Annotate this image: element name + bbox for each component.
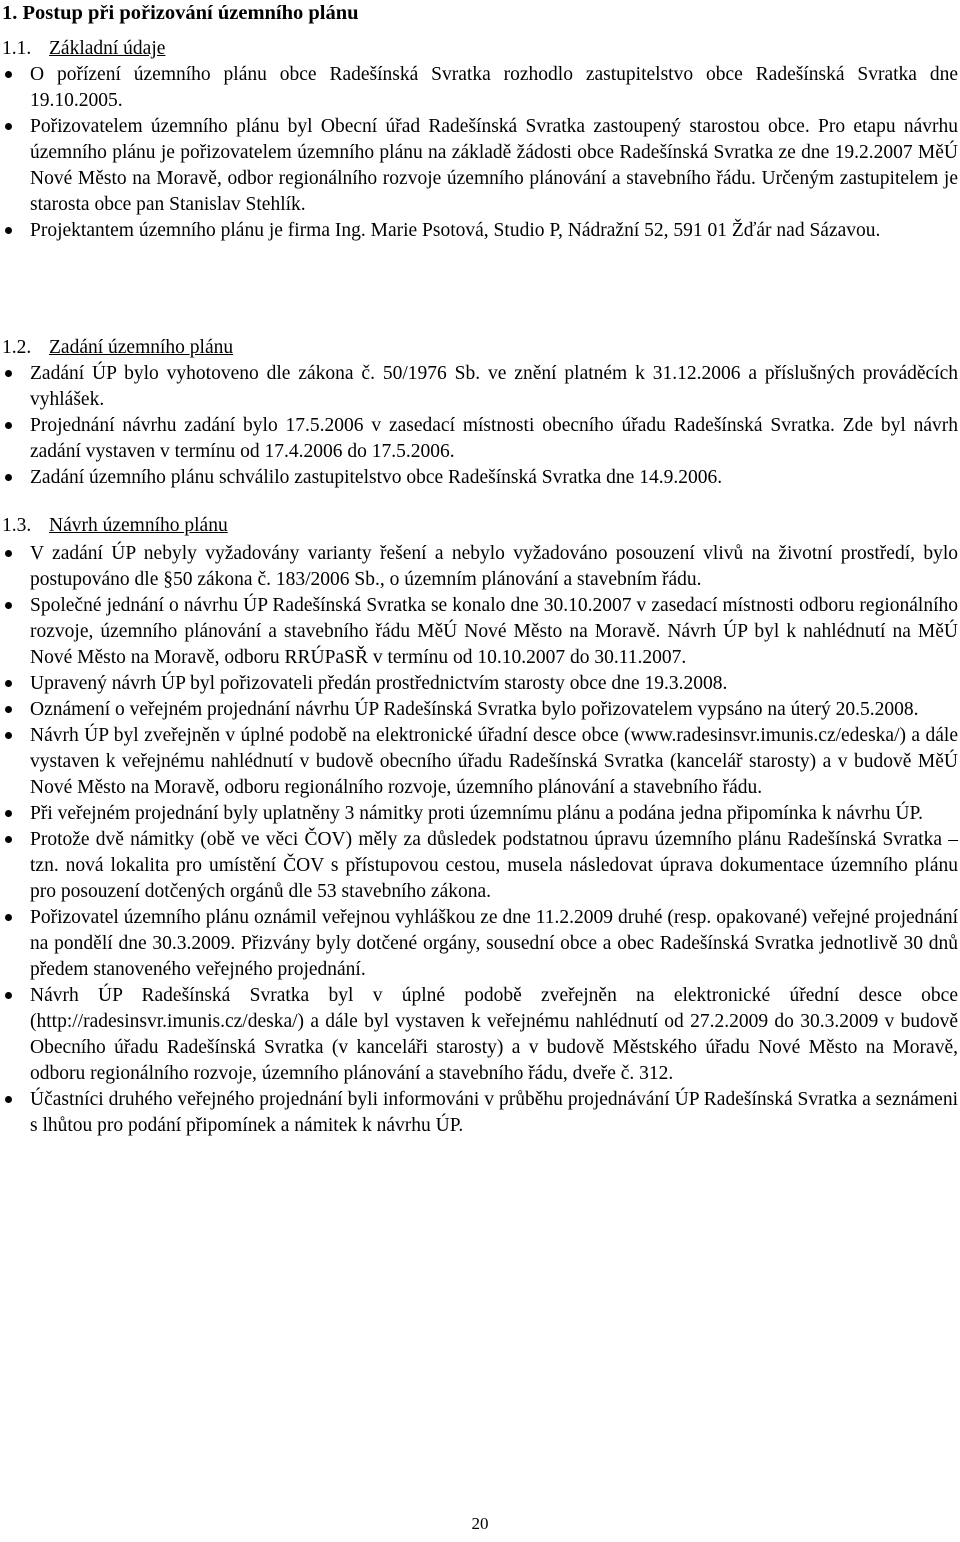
list-item-text: Při veřejném projednání byly uplatněny 3 námitky proti územnímu plánu a podána jedna připomínka k návrhu ÚP.: [30, 803, 924, 824]
bullet-icon: [5, 680, 12, 687]
list-item: [0, 827, 958, 905]
bullet-icon: [5, 370, 12, 377]
page-number: 20: [471, 1514, 489, 1533]
chapter-heading: 1. Postup při pořizování územního plánu: [2, 2, 359, 24]
section-title: Základní údaje: [49, 38, 166, 59]
list-item-text: Zadání ÚP bylo vyhotoveno dle zákona č. 50/1976 Sb. ve znění platném k 31.12.2006 a příslušných prováděcích vyhlášek.: [30, 363, 958, 410]
list-item-text: Projednání návrhu zadání bylo 17.5.2006 v zasedací místnosti obecního úřadu Radešínská Svratka. Zde byl návrh zadání vystaven v termínu od 17.4.2006 do 17.5.2006.: [30, 415, 958, 462]
bullet-icon: [5, 602, 12, 609]
section-number: 1.2.: [2, 337, 32, 358]
bullet-icon: [5, 227, 12, 234]
list-item: [0, 905, 958, 983]
list-item: [0, 465, 958, 491]
bullet-icon: [5, 422, 12, 429]
list-item: [0, 413, 958, 465]
section-number: 1.3.: [2, 515, 32, 536]
section-1-1-heading: [2, 36, 165, 62]
section-1-3-heading: [2, 513, 228, 539]
bullet-icon: [5, 71, 12, 78]
section-1-3-list: [0, 541, 958, 1139]
list-item: [0, 671, 958, 697]
list-item-text: Upravený návrh ÚP byl pořizovateli předán prostřednictvím starosty obce dne 19.3.2008.: [30, 673, 728, 694]
section-number: 1.1.: [2, 38, 32, 59]
list-item-text: Protože dvě námitky (obě ve věci ČOV) měly za důsledek podstatnou úpravu územního plánu Radešínská Svratka – tzn. nová lokalita pro umístění ČOV s přístupovou cestou, musela následovat úprava dokumentace územního plánu pro posouzení dotčených orgánů dle 53 stavebního zákona.: [30, 829, 958, 902]
list-item: [0, 541, 958, 593]
bullet-icon: [5, 836, 12, 843]
bullet-icon: [5, 474, 12, 481]
bullet-icon: [5, 992, 12, 999]
section-1-2-heading: [2, 335, 233, 361]
list-item-text: Oznámení o veřejném projednání návrhu ÚP Radešínská Svratka bylo pořizovatelem vypsáno na úterý 20.5.2008.: [30, 699, 919, 720]
bullet-icon: [5, 123, 12, 130]
list-item-text: Návrh ÚP Radešínská Svratka byl v úplné podobě zveřejněn na elektronické úřední desce obce (http://radesinsvr.imunis.cz/deska/) a dále byl vystaven k veřejnému nahlédnutí od 27.2.2009 do 30.3.2009 v budově Obecního úřadu Radešínská Svratka (v kanceláři starosty) a v budově Městského úřadu Nové Město na Moravě, odboru regionálního rozvoje, územního plánování a stavebního řádu, dveře č. 312.: [30, 985, 958, 1084]
section-title: Návrh územního plánu: [49, 515, 228, 536]
list-item: [0, 114, 958, 218]
list-item: [0, 62, 958, 114]
list-item: [0, 697, 958, 723]
section-1-2-list: [0, 361, 958, 491]
list-item-text: Společné jednání o návrhu ÚP Radešínská Svratka se konalo dne 30.10.2007 v zasedací místnosti odboru regionálního rozvoje, územního plánování a stavebního řádu MěÚ Nové Město na Moravě. Návrh ÚP byl k nahlédnutí na MěÚ Nové Město na Moravě, odboru RRÚPaSŘ v termínu od 10.10.2007 do 30.11.2007.: [30, 595, 958, 668]
list-item: [0, 361, 958, 413]
section-title: Zadání územního plánu: [49, 337, 234, 358]
bullet-icon: [5, 550, 12, 557]
list-item: [0, 801, 958, 827]
list-item-text: O pořízení územního plánu obce Radešínská Svratka rozhodlo zastupitelstvo obce Radešínská Svratka dne 19.10.2005.: [30, 64, 958, 111]
list-item-text: Návrh ÚP byl zveřejněn v úplné podobě na elektronické úřadní desce obce (www.radesinsvr.imunis.cz/edeska/) a dále vystaven k veřejnému nahlédnutí v budově obecního úřadu Radešínská Svratka (kancelář starosty) a v budově MěÚ Nové Město na Moravě, odboru regionálního rozvoje, územního plánování a stavebního řádu.: [30, 725, 958, 798]
list-item-text: V zadání ÚP nebyly vyžadovány varianty řešení a nebylo vyžadováno posouzení vlivů na životní prostředí, bylo postupováno dle §50 zákona č. 183/2006 Sb., o územním plánování a stavebním řádu.: [30, 543, 958, 590]
section-1-1-list: [0, 62, 958, 244]
bullet-icon: [5, 1096, 12, 1103]
list-item: [0, 1087, 958, 1139]
list-item-text: Zadání územního plánu schválilo zastupitelstvo obce Radešínská Svratka dne 14.9.2006.: [30, 467, 723, 488]
list-item: [0, 593, 958, 671]
list-item: [0, 218, 958, 244]
bullet-icon: [5, 732, 12, 739]
list-item-text: Pořizovatel územního plánu oznámil veřejnou vyhláškou ze dne 11.2.2009 druhé (resp. opakované) veřejné projednání na pondělí dne 30.3.2009. Přizvány byly dotčené orgány, sousední obce a obec Radešínská Svratka jednotlivě 30 dnů předem stanoveného veřejného projednání.: [30, 907, 958, 980]
list-item-text: Účastníci druhého veřejného projednání byli informováni v průběhu projednávání ÚP Radešínská Svratka a seznámeni s lhůtou pro podání připomínek a námitek k návrhu ÚP.: [30, 1089, 958, 1136]
list-item: [0, 983, 958, 1087]
bullet-icon: [5, 810, 12, 817]
list-item-text: Pořizovatelem územního plánu byl Obecní úřad Radešínská Svratka zastoupený starostou obce. Pro etapu návrhu územního plánu je pořizovatelem územního plánu na základě žádosti obce Radešínská Svratka ze dne 19.2.2007 MěÚ Nové Město na Moravě, odbor regionálního rozvoje územního plánování a stavebního řádu. Určeným zastupitelem je starosta obce pan Stanislav Stehlík.: [30, 116, 958, 215]
list-item-text: Projektantem územního plánu je firma Ing. Marie Psotová, Studio P, Nádražní 52, 591 01 Žďár nad Sázavou.: [30, 220, 881, 241]
bullet-icon: [5, 706, 12, 713]
list-item: [0, 723, 958, 801]
bullet-icon: [5, 914, 12, 921]
